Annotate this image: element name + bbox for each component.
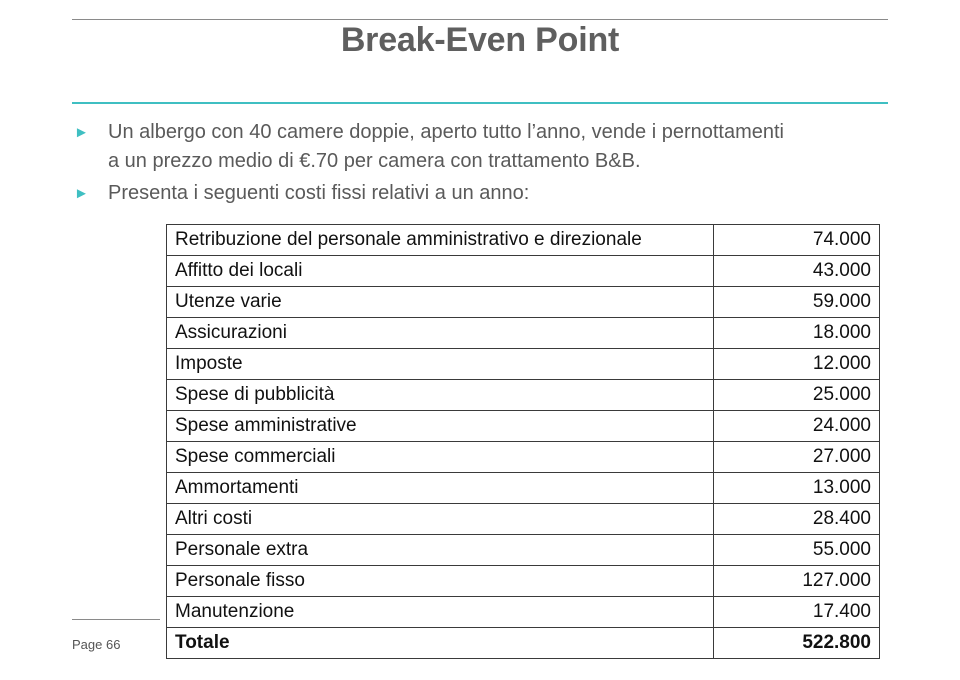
cost-label: Ammortamenti [167, 473, 714, 504]
table-row [167, 287, 880, 318]
cost-label: Personale extra [167, 535, 714, 566]
bullet-item-hotel [72, 118, 888, 176]
cost-value: 127.000 [714, 566, 880, 597]
table-row [167, 225, 880, 256]
cost-label: Altri costi [167, 504, 714, 535]
cost-label: Manutenzione [167, 597, 714, 628]
total-row [167, 628, 880, 659]
table-row [167, 442, 880, 473]
fixed-costs-table [166, 224, 880, 659]
cost-label: Utenze varie [167, 287, 714, 318]
cost-value: 59.000 [714, 287, 880, 318]
table-row [167, 380, 880, 411]
bullet-arrow-icon: ► [74, 124, 89, 141]
bullet-line: a un prezzo medio di €.70 per camera con trattamento B&B. [108, 150, 641, 172]
cost-value: 25.000 [714, 380, 880, 411]
table-row [167, 411, 880, 442]
bullet-line: Presenta i seguenti costi fissi relativi a un anno: [108, 182, 530, 204]
table-row [167, 504, 880, 535]
cost-label: Imposte [167, 349, 714, 380]
cost-value: 24.000 [714, 411, 880, 442]
cost-label: Assicurazioni [167, 318, 714, 349]
table-row [167, 318, 880, 349]
table-row [167, 256, 880, 287]
cost-value: 43.000 [714, 256, 880, 287]
table-row [167, 566, 880, 597]
cost-value: 27.000 [714, 442, 880, 473]
table-row [167, 597, 880, 628]
cost-value: 13.000 [714, 473, 880, 504]
cost-label: Personale fisso [167, 566, 714, 597]
total-value: 522.800 [714, 628, 880, 659]
bullet-arrow-icon: ► [74, 185, 89, 202]
total-label: Totale [167, 628, 714, 659]
title-underline [72, 102, 888, 104]
bullet-list [72, 118, 888, 211]
page-number: Page 66 [72, 637, 121, 652]
cost-value: 74.000 [714, 225, 880, 256]
cost-label: Spese amministrative [167, 411, 714, 442]
table-row [167, 473, 880, 504]
cost-label: Affitto dei locali [167, 256, 714, 287]
cost-value: 18.000 [714, 318, 880, 349]
bullet-item-costs [72, 179, 888, 208]
table-row [167, 535, 880, 566]
cost-label: Retribuzione del personale amministrativo e direzionale [167, 225, 714, 256]
cost-label: Spese di pubblicità [167, 380, 714, 411]
cost-value: 55.000 [714, 535, 880, 566]
cost-value: 12.000 [714, 349, 880, 380]
slide-title: Break-Even Point [340, 21, 620, 59]
cost-label: Spese commerciali [167, 442, 714, 473]
bullet-line: Un albergo con 40 camere doppie, aperto tutto l’anno, vende i pernottamenti [108, 121, 784, 143]
cost-value: 28.400 [714, 504, 880, 535]
table-row [167, 349, 880, 380]
cost-value: 17.400 [714, 597, 880, 628]
footer-divider [72, 619, 160, 620]
